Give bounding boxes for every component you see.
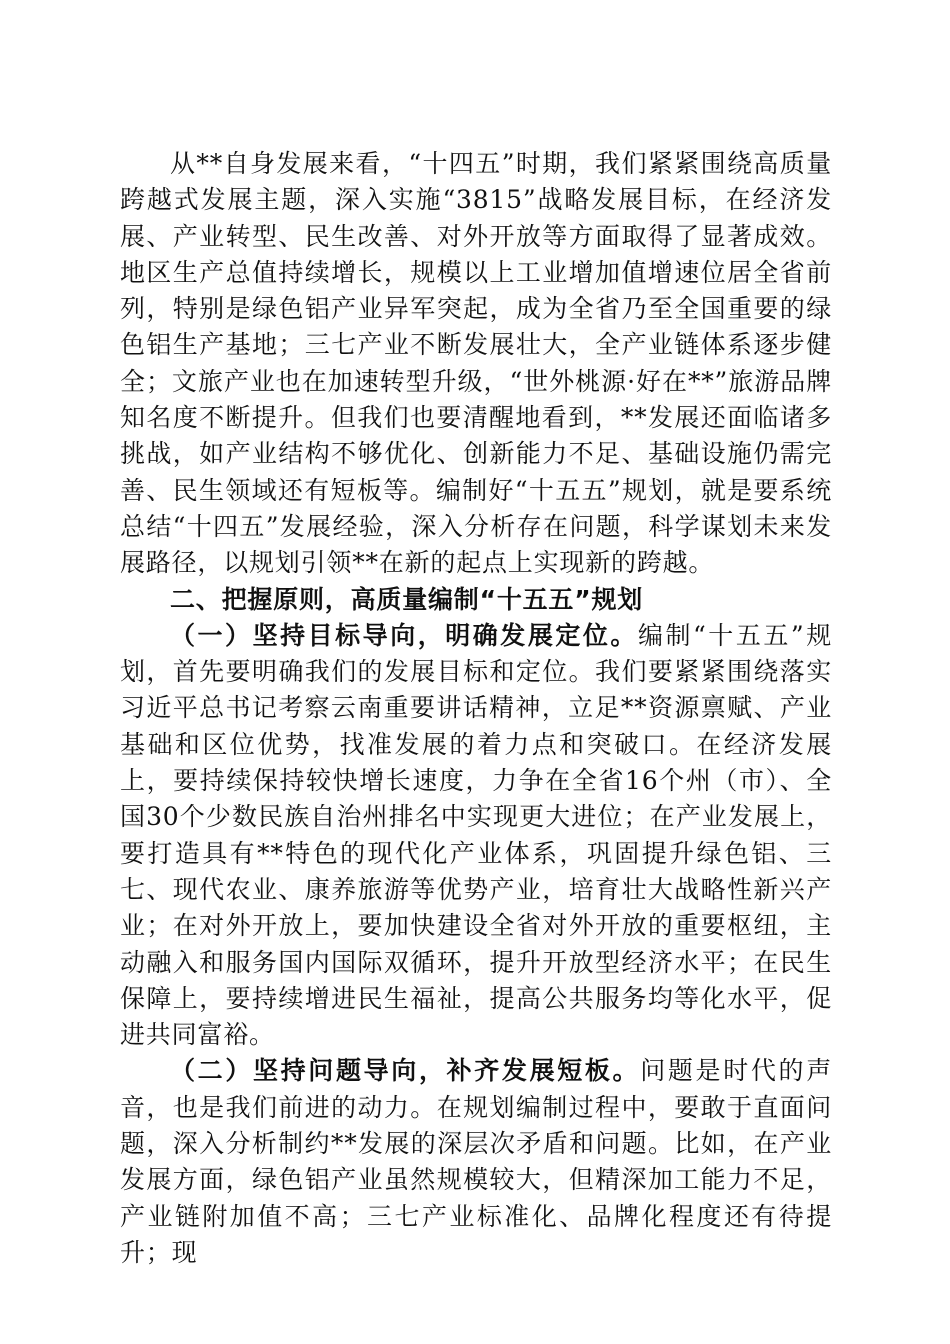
paragraph-text: 问题是时代的声音，也是我们前进的动力。在规划编制过程中，要敢于直面问题，深入分析制约**发展的深层次矛盾和问题。比如，在产业发展方面，绿色铝产业虽然规模较大，但精深加工能力不足，产业链附加值不高；三七产业标准化、品牌化程度还有待提升；现 — [120, 1056, 832, 1267]
paragraph-text: 从**自身发展来看，“十四五”时期，我们紧紧围绕高质量跨越式发展主题，深入实施“3815”战略发展目标，在经济发展、产业转型、民生改善、对外开放等方面取得了显著成效。地区生产总值持续增长，规模以上工业增加值增速位居全省前列，特别是绿色铝产业异军突起，成为全省乃至全国重要的绿色铝生产基地；三七产业不断发展壮大，全产业链体系逐步健全；文旅产业也在加速转型升级，“世外桃源·好在**”旅游品牌知名度不断提升。但我们也要清醒地看到，**发展还面临诸多挑战，如产业结构不够优化、创新能力不足、基础设施仍需完善、民生领域还有短板等。编制好“十五五”规划，就是要系统总结“十四五”发展经验，深入分析存在问题，科学谋划未来发展路径，以规划引领**在新的起点上实现新的跨越。 — [120, 149, 832, 578]
paragraph-development-review — [120, 146, 832, 582]
paragraph-goal-orientation — [120, 618, 832, 1054]
paragraph-lead: （二）坚持问题导向，补齐发展短板。 — [170, 1056, 641, 1086]
section-heading-principles: 二、把握原则，高质量编制“十五五”规划 — [170, 584, 644, 614]
paragraph-lead: （一）坚持目标导向，明确发展定位。 — [170, 620, 638, 650]
document-body — [120, 146, 832, 1271]
paragraph-problem-orientation — [120, 1053, 832, 1271]
paragraph-text: 编制“十五五”规划，首先要明确我们的发展目标和定位。我们要紧紧围绕落实习近平总书记考察云南重要讲话精神，立足**资源禀赋、产业基础和区位优势，找准发展的着力点和突破口。在经济发展上，要持续保持较快增长速度，力争在全省16个州（市）、全国30个少数民族自治州排名中实现更大进位；在产业发展上，要打造具有**特色的现代化产业体系，巩固提升绿色铝、三七、现代农业、康养旅游等优势产业，培育壮大战略性新兴产业；在对外开放上，要加快建设全省对外开放的重要枢纽，主动融入和服务国内国际双循环，提升开放型经济水平；在民生保障上，要持续增进民生福祉，提高公共服务均等化水平，促进共同富裕。 — [120, 620, 832, 1050]
